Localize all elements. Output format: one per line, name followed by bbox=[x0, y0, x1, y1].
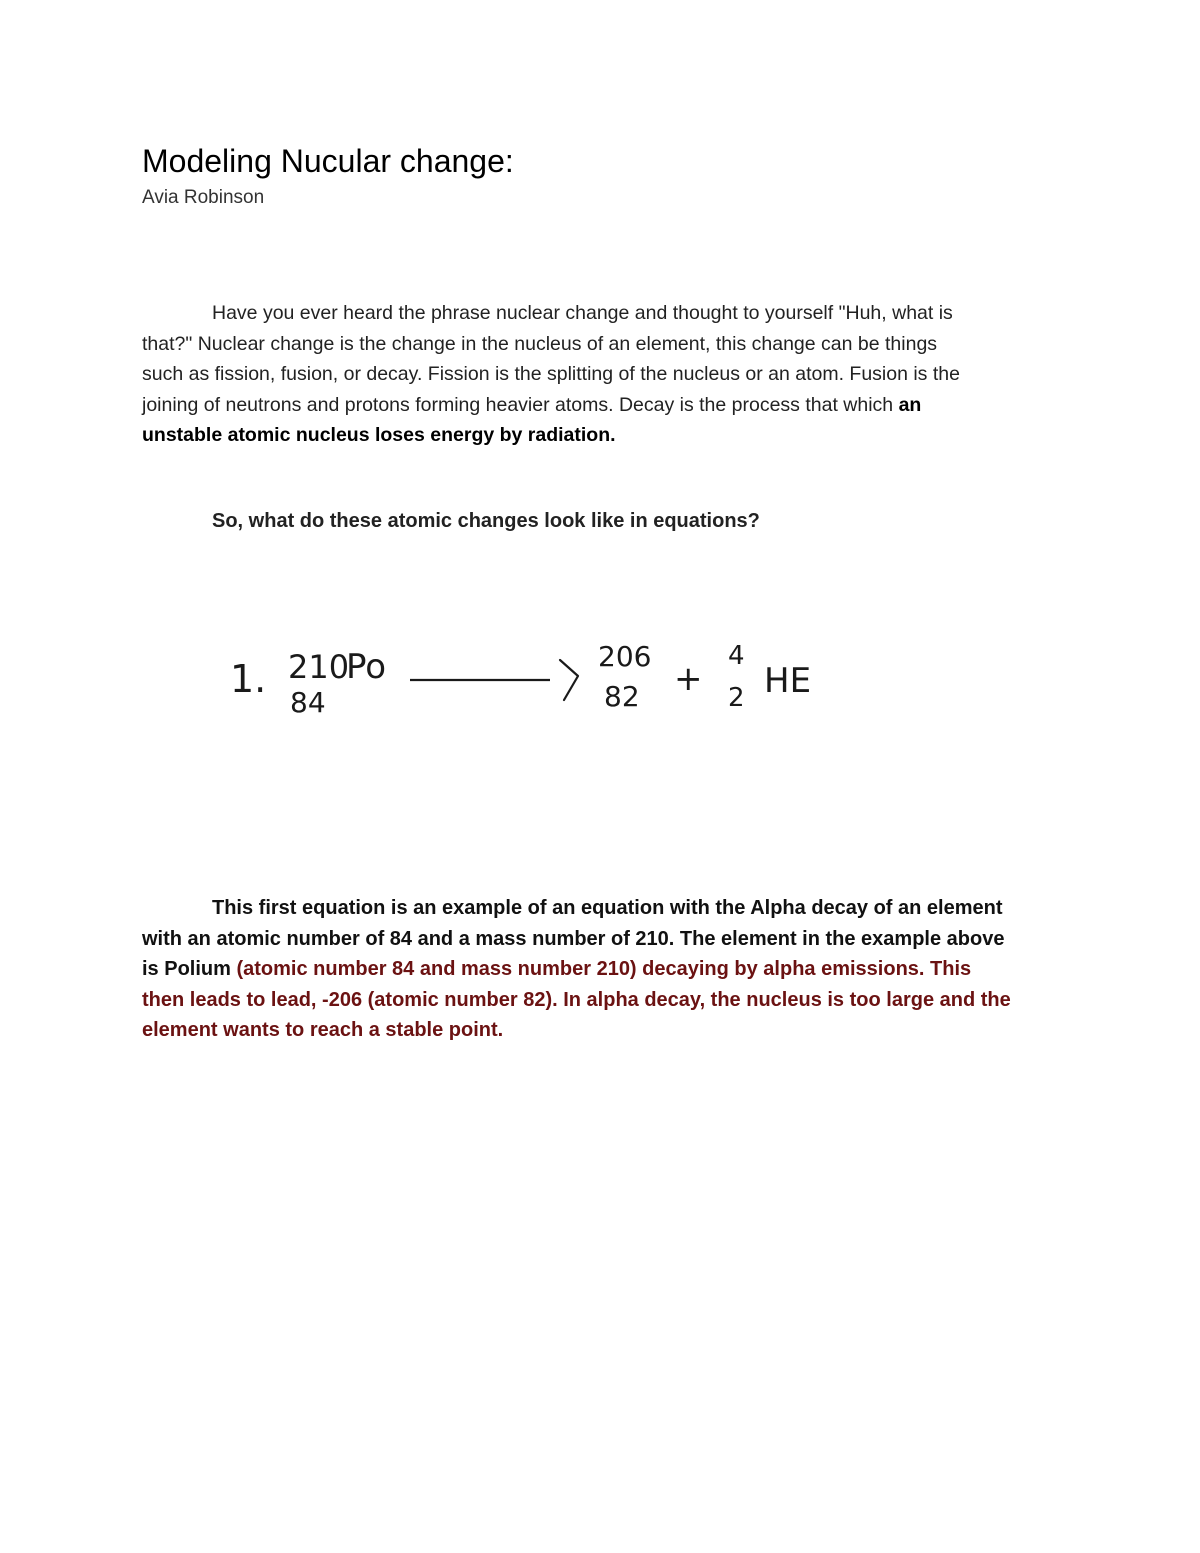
explanation-line-1-text: This first equation is an example of an equation with the Alpha decay of an element bbox=[212, 897, 1003, 919]
intro-paragraph bbox=[142, 298, 1057, 451]
product2-symbol: HE bbox=[764, 661, 812, 701]
product1-atomic-number: 82 bbox=[604, 680, 640, 713]
intro-line-4-bold: an bbox=[898, 393, 922, 416]
reactant-mass-number: 210 bbox=[288, 648, 350, 686]
reactant-symbol: Po bbox=[346, 647, 387, 687]
intro-line-1-text: Have you ever heard the phrase nuclear change and thought to yourself "Huh, what is bbox=[212, 302, 953, 324]
reaction-arrow-head bbox=[560, 660, 578, 700]
explanation-line-3-black: is Polium bbox=[142, 958, 237, 980]
explanation-line-1 bbox=[142, 893, 1057, 924]
product2-mass-number: 4 bbox=[728, 641, 745, 671]
equation-number: 1. bbox=[230, 657, 267, 701]
intro-line-2: that?" Nuclear change is the change in the nucleus of an element, this change can be things bbox=[142, 332, 938, 355]
intro-line-4 bbox=[142, 390, 1057, 421]
explanation-line-5: element wants to reach a stable point. bbox=[142, 1019, 504, 1041]
explanation-line-2: with an atomic number of 84 and a mass number of 210. The element in the example above bbox=[142, 927, 1005, 950]
product2-atomic-number: 2 bbox=[728, 683, 745, 713]
intro-line-3: such as fission, fusion, or decay. Fission is the splitting of the nucleus or an atom. Fusion is the bbox=[142, 363, 960, 385]
intro-line-4-text: joining of neutrons and protons forming heavier atoms. Decay is the process that which bbox=[142, 393, 899, 416]
question-heading: So, what do these atomic changes look like in equations? bbox=[212, 510, 760, 532]
author-name: Avia Robinson bbox=[142, 187, 265, 208]
intro-line-1 bbox=[142, 298, 1057, 329]
product1-mass-number: 206 bbox=[598, 640, 652, 673]
document-title: Modeling Nucular change: bbox=[142, 143, 514, 179]
explanation-line-3-maroon: (atomic number 84 and mass number 210) decaying by alpha emissions. This bbox=[236, 958, 972, 980]
intro-line-5: unstable atomic nucleus loses energy by radiation. bbox=[142, 424, 616, 446]
explanation-line-4: then leads to lead, -206 (atomic number 82). In alpha decay, the nucleus is too large and the bbox=[142, 988, 1011, 1011]
plus-sign: + bbox=[674, 659, 703, 699]
reactant-atomic-number: 84 bbox=[290, 686, 326, 719]
explanation-paragraph bbox=[142, 893, 1057, 1046]
handwritten-equation bbox=[220, 628, 840, 728]
explanation-line-3 bbox=[142, 954, 1057, 985]
